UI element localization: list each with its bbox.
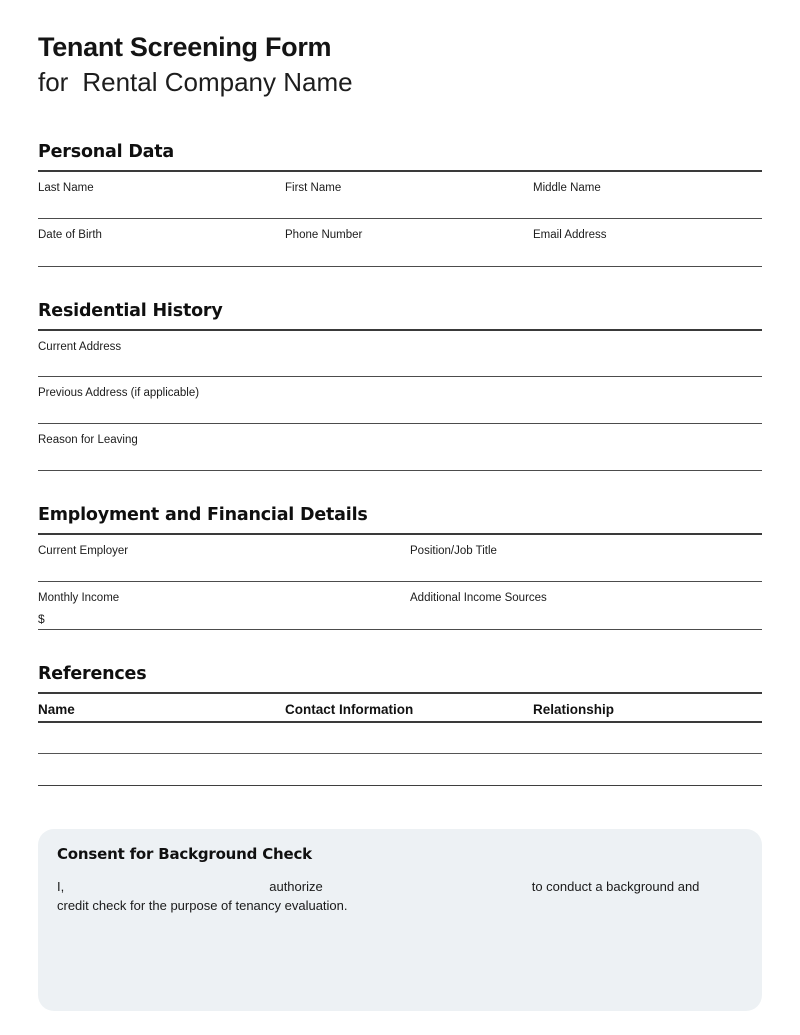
consent-body-text [57,877,743,915]
employment-row-2 [38,582,762,630]
first-name-label: First Name [285,182,342,194]
subtitle-for-prefix: for [38,67,69,97]
consent-line-1 [57,877,743,896]
additional-income-sources-field[interactable] [410,582,762,629]
previous-address-field[interactable] [38,377,762,424]
date-of-birth-label: Date of Birth [38,229,102,241]
current-employer-field[interactable] [38,535,410,581]
current-address-label: Current Address [38,341,122,353]
reason-for-leaving-field[interactable] [38,424,762,471]
consent-text-authorize: authorize [269,879,323,894]
current-employer-label: Current Employer [38,545,129,557]
references-column-contact-information: Contact Information [285,702,414,717]
consent-section [38,829,762,1011]
consent-tenant-name-input[interactable] [64,890,269,891]
current-address-field[interactable] [38,331,762,377]
consent-line-2: credit check for the purpose of tenancy evaluation. [57,898,348,913]
page-subtitle [38,66,762,98]
date-of-birth-field[interactable] [38,219,285,266]
section-heading-residential-history: Residential History [38,301,762,331]
email-address-label: Email Address [533,229,607,241]
section-heading-personal-data: Personal Data [38,142,762,172]
previous-address-label: Previous Address (if applicable) [38,387,200,399]
middle-name-field[interactable] [533,172,762,218]
monthly-income-label: Monthly Income [38,592,120,604]
subtitle-company-name: Rental Company Name [82,67,353,97]
references-row-2[interactable] [38,754,762,786]
references-row-1[interactable] [38,723,762,754]
reason-for-leaving-label: Reason for Leaving [38,434,138,446]
references-header-row [38,694,762,723]
consent-text-i: I, [57,879,65,894]
first-name-field[interactable] [285,172,533,218]
phone-number-label: Phone Number [285,229,363,241]
last-name-label: Last Name [38,182,94,194]
section-heading-employment-financial: Employment and Financial Details [38,505,762,535]
page-title: Tenant Screening Form [38,32,332,62]
personal-row-1 [38,172,762,219]
personal-row-2 [38,219,762,267]
consent-text-conduct: to conduct a background and [531,879,700,894]
monthly-income-field[interactable] [38,582,410,629]
references-column-relationship: Relationship [533,702,615,717]
last-name-field[interactable] [38,172,285,218]
consent-heading: Consent for Background Check [57,845,312,863]
additional-income-sources-label: Additional Income Sources [410,592,547,604]
phone-number-field[interactable] [285,219,533,266]
middle-name-label: Middle Name [533,182,601,194]
currency-symbol: $ [38,612,45,626]
position-job-title-field[interactable] [410,535,762,581]
references-column-name: Name [38,702,75,717]
position-job-title-label: Position/Job Title [410,545,497,557]
section-heading-references: References [38,664,762,694]
email-address-field[interactable] [533,219,762,266]
consent-company-name-input[interactable] [323,890,532,891]
employment-row-1 [38,535,762,582]
